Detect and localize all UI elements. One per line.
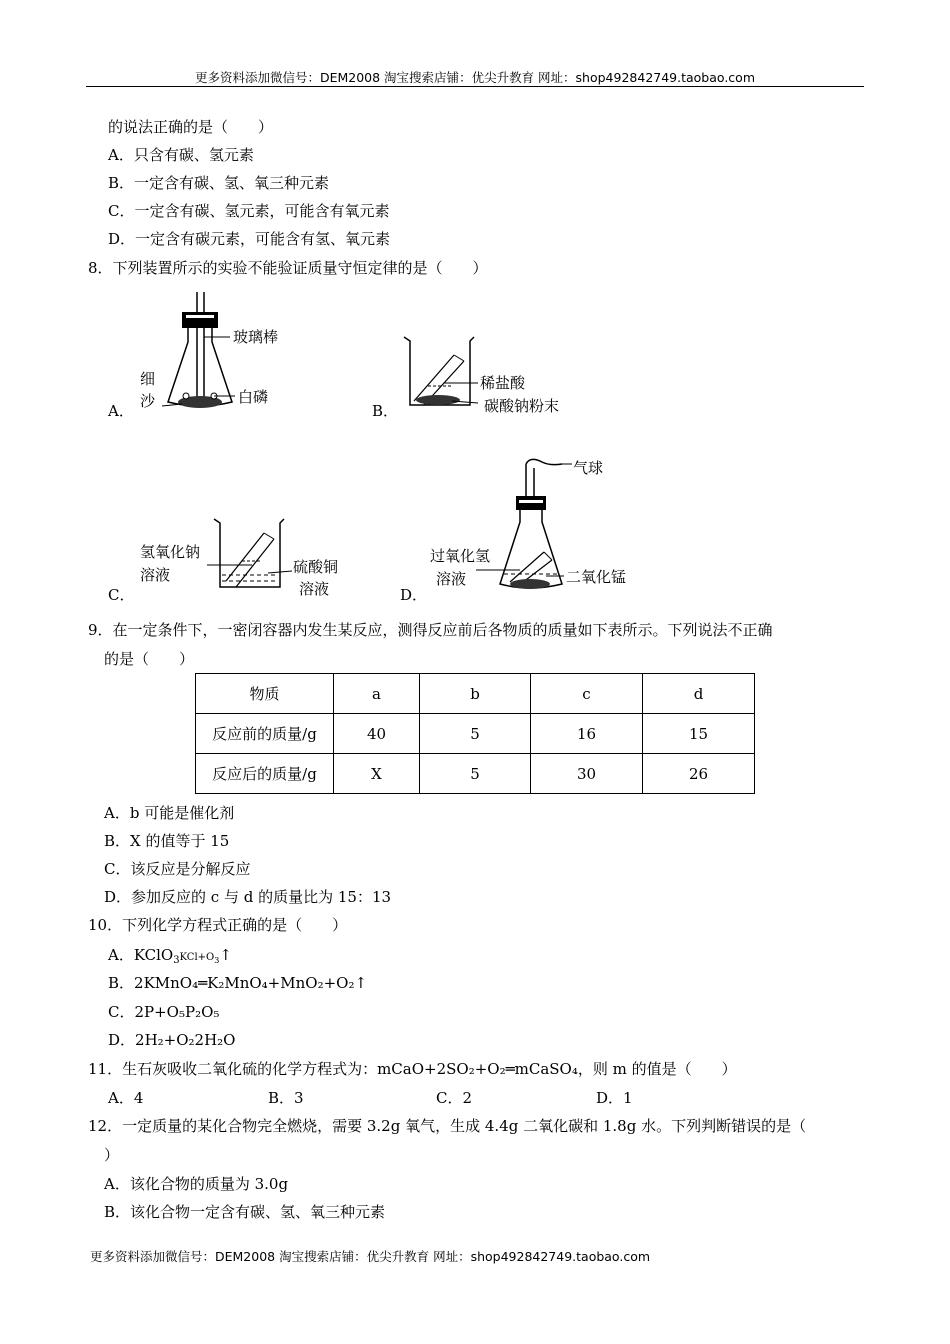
table-header-row <box>196 674 755 714</box>
q12-option-a: A．该化合物的质量为 3.0g <box>104 1175 289 1193</box>
q9-option-a: A．b 可能是催化剂 <box>104 804 235 822</box>
label-sodium-carbonate: 碳酸钠粉末 <box>484 397 560 415</box>
q9-option-d: D．参加反应的 c 与 d 的质量比为 15：13 <box>104 888 392 906</box>
table-cell: 5 <box>420 754 531 794</box>
q10-option-a <box>108 945 232 971</box>
label-glass-rod: 玻璃棒 <box>233 328 279 346</box>
table-cell: 40 <box>334 714 420 754</box>
q11-option-b: B．3 <box>268 1089 304 1107</box>
label-dilute-hcl: 稀盐酸 <box>480 374 526 392</box>
label-naoh-1: 氢氧化钠 <box>140 543 201 561</box>
q12-option-b: B．该化合物一定含有碳、氢、氧三种元素 <box>104 1203 386 1221</box>
table-row <box>196 754 755 794</box>
q7-option-a: A．只含有碳、氢元素 <box>108 146 254 164</box>
label-cuso4-2: 溶液 <box>299 580 330 598</box>
q9-option-c: C．该反应是分解反应 <box>104 860 251 878</box>
q10-stem: 10．下列化学方程式正确的是（ ） <box>88 916 348 934</box>
q7-stem-tail: 的说法正确的是（ ） <box>108 118 274 136</box>
table-cell: 30 <box>531 754 643 794</box>
q8-label-a: A． <box>108 402 134 420</box>
q11-option-d: D．1 <box>596 1089 633 1107</box>
q8-label-d: D． <box>400 586 428 604</box>
label-naoh-2: 溶液 <box>140 566 171 584</box>
table-header-cell: d <box>643 674 755 714</box>
q7-option-d: D．一定含有碳元素，可能含有氢、氧元素 <box>108 230 391 248</box>
flask-apparatus-a <box>160 292 290 417</box>
page-footer: 更多资料添加微信号：DEM2008 淘宝搜索店铺：优尖升教育 网址：shop492842749.taobao.com <box>90 1249 651 1264</box>
table-cell: 反应前的质量/g <box>196 714 334 754</box>
label-white-phosphorus: 白磷 <box>238 388 269 406</box>
q9-stem-1: 9．在一定条件下，一密闭容器内发生某反应，测得反应前后各物质的质量如下表所示。下列说法不正确 <box>88 621 773 639</box>
q12-stem-2: ） <box>104 1146 120 1164</box>
q8-label-b: B． <box>372 402 399 420</box>
table-cell: 反应后的质量/g <box>196 754 334 794</box>
q12-stem-1: 12．一定质量的某化合物完全燃烧，需要 3.2g 氧气，生成 4.4g 二氧化碳和 1.8g 水。下列判断错误的是（ <box>88 1117 807 1135</box>
page-header: 更多资料添加微信号：DEM2008 淘宝搜索店铺：优尖升教育 网址：shop492842749.taobao.com <box>194 70 756 85</box>
q11-option-a: A．4 <box>108 1089 144 1107</box>
label-mno2: 二氧化锰 <box>566 568 627 586</box>
q10-a-arrow: ↑ <box>219 946 232 964</box>
q10-a-main: KClO <box>133 946 174 964</box>
q8-label-c: C． <box>108 586 135 604</box>
table-header-cell: b <box>420 674 531 714</box>
q7-option-c: C．一定含有碳、氢元素，可能含有氧元素 <box>108 202 390 220</box>
q11-stem: 11．生石灰吸收二氧化硫的化学方程式为：mCaO+2SO₂+O₂═mCaSO₄，则 m 的值是（ ） <box>88 1060 737 1078</box>
table-cell: 26 <box>643 754 755 794</box>
label-balloon: 气球 <box>573 459 604 477</box>
q10-option-c: C．2P+O₅P₂O₅ <box>108 1003 220 1021</box>
header-divider <box>86 86 864 87</box>
q9-option-b: B．X 的值等于 15 <box>104 832 230 850</box>
q9-stem-2: 的是（ ） <box>104 650 195 668</box>
q10-option-d: D．2H₂+O₂2H₂O <box>108 1031 236 1049</box>
table-header-cell: 物质 <box>196 674 334 714</box>
mass-table <box>195 673 755 794</box>
table-header-cell: a <box>334 674 420 714</box>
q7-option-b: B．一定含有碳、氢、氧三种元素 <box>108 174 330 192</box>
q11-option-c: C．2 <box>436 1089 473 1107</box>
table-header-cell: c <box>531 674 643 714</box>
table-cell: 5 <box>420 714 531 754</box>
table-row <box>196 714 755 754</box>
label-sand-2: 沙 <box>140 392 156 410</box>
q10-a-small-sub: 3 <box>214 956 220 965</box>
beaker-apparatus-b <box>402 333 482 413</box>
label-cuso4-1: 硫酸铜 <box>293 558 339 576</box>
q10-a-small: KCl+O <box>179 952 215 963</box>
label-sand-1: 细 <box>140 370 156 388</box>
q10-option-b: B．2KMnO₄═K₂MnO₄+MnO₂+O₂↑ <box>108 974 368 992</box>
label-h2o2-1: 过氧化氢 <box>430 547 491 565</box>
table-cell: 16 <box>531 714 643 754</box>
q8-stem: 8．下列装置所示的实验不能验证质量守恒定律的是（ ） <box>88 259 488 277</box>
beaker-apparatus-c <box>212 515 292 595</box>
table-cell: X <box>334 754 420 794</box>
q10-a-sub: 3 <box>173 955 180 966</box>
q10-a-prefix: A． <box>108 946 134 964</box>
table-cell: 15 <box>643 714 755 754</box>
label-h2o2-2: 溶液 <box>436 570 467 588</box>
